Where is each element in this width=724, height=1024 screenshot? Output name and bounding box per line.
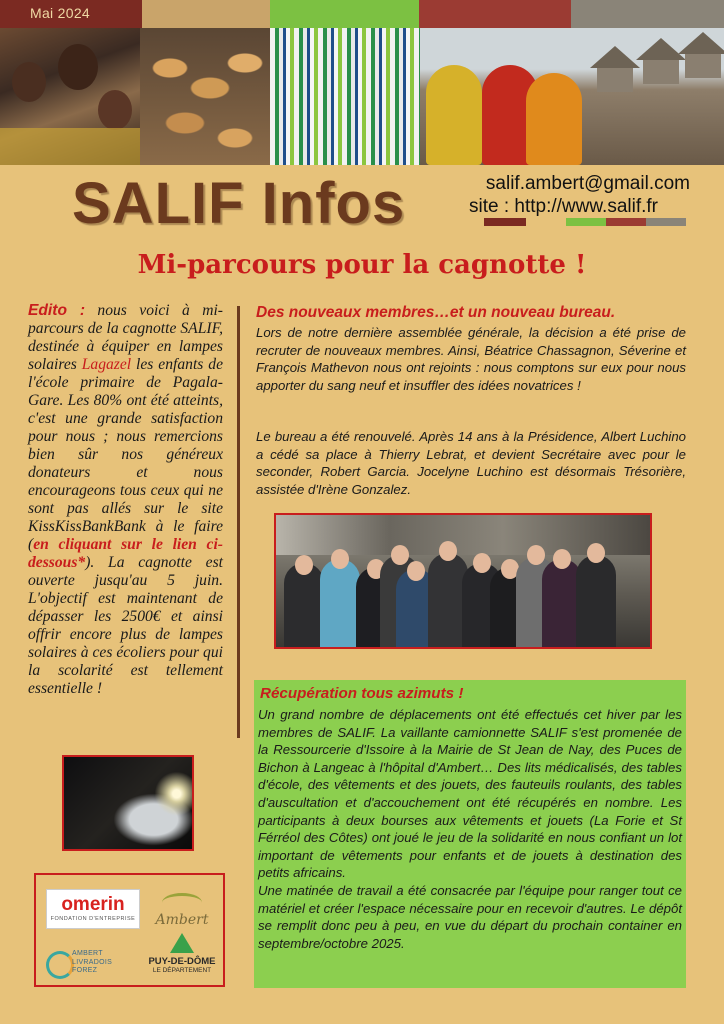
alf-line-1: AMBERT bbox=[72, 950, 103, 957]
alf-line-2: LIVRADOIS bbox=[72, 958, 113, 966]
contact-block bbox=[469, 172, 690, 218]
lagazel-brand: Lagazel bbox=[81, 356, 132, 373]
edito-text-1: nous voici à mi-parcours de la cagnotte SALIF, destinée à équiper en lampes solaires bbox=[28, 302, 223, 373]
newsletter-title: SALIF Infos bbox=[72, 171, 406, 236]
red-bar bbox=[419, 0, 571, 28]
sponsors-box bbox=[34, 873, 225, 987]
alf-line-3: FOREZ bbox=[72, 967, 98, 974]
group-photo bbox=[274, 513, 652, 649]
ambert-name: Ambert bbox=[155, 912, 209, 928]
edito-lead: Edito : bbox=[28, 302, 86, 319]
top-color-bars bbox=[0, 0, 724, 28]
column-divider bbox=[237, 306, 240, 738]
members-paragraph-2: Le bureau a été renouvelé. Après 14 ans à la Présidence, Albert Luchino a cédé sa place à Thierry Lebrat, et devient Secrétaire avec pour le seconder, Robert Garcia. Jocelyne Luchino est désormais Trésorière, assistée d'Irène Gonzalez. bbox=[256, 429, 686, 497]
pdd-mark-icon bbox=[170, 933, 194, 953]
alf-mark-icon bbox=[46, 951, 74, 979]
recuperation-paragraph-2: Une matinée de travail a été consacrée par l'équipe pour ranger tout ce matériel et créer l'espace nécessaire pour en recevoir d'autres. Le dépôt se remplit donc peu à peu, en vue du départ du prochain container en septembre/octobre 2025. bbox=[258, 882, 682, 951]
child-reading-lamp-photo bbox=[62, 755, 194, 851]
edito-paragraph bbox=[28, 302, 223, 698]
accent-mini-bars bbox=[484, 218, 686, 226]
ambert-logo bbox=[150, 893, 214, 933]
edito-text-2: les enfants de l'école primaire de Pagala-Gare. Les 80% ont été atteints, c'est une grande satisfaction pour nous ; nous remercions bien sûr nos généreux donateurs et nous encourageons tous ceux qui ne sont pas allés sur le site KissKissBankBank à le faire ( bbox=[28, 356, 223, 553]
recuperation-box bbox=[254, 680, 686, 988]
date-bar bbox=[0, 0, 142, 28]
bowls-photo bbox=[140, 28, 270, 165]
omerin-logo bbox=[46, 889, 140, 929]
photo-banner bbox=[0, 28, 724, 165]
contact-site[interactable]: site : http://www.salif.fr bbox=[469, 196, 658, 217]
recuperation-paragraph-1: Un grand nombre de déplacements ont été effectués cet hiver par les membres de SALIF. La vaillante camionnette SALIF s'est promenée de la Ressourcerie d'Issoire à la Mairie de St Jean de Nay, des Puces de Bichon à Langeac à l'hôpital d'Ambert… Des lits médicalisés, des tables d'école, des vêtements et des jouets, des fauteuils roulants, des tables d'auscultation et d'accouchement ont été récupérés en nombre. Les participants à deux bourses aux vêtements et jouets (La Forie et St Férréol des Côtes) ont joué le jeu de la solidarité en nous confiant un lot important de vêtements pour enfants et de jouets à destination des petits africains. bbox=[258, 707, 682, 881]
green-bar bbox=[270, 0, 419, 28]
cagnotte-link[interactable]: en cliquant sur le lien ci-dessous* bbox=[28, 536, 223, 571]
puy-de-dome-logo bbox=[142, 933, 222, 983]
omerin-name: omerin bbox=[61, 894, 125, 915]
contact-email[interactable]: salif.ambert@gmail.com bbox=[485, 173, 690, 194]
women-village-photo bbox=[420, 28, 724, 165]
members-section-title: Des nouveaux membres…et un nouveau bureau. bbox=[256, 304, 616, 321]
pdd-line-2: LE DÉPARTEMENT bbox=[152, 967, 212, 974]
gray-bar bbox=[571, 0, 724, 28]
edito-text-3: ). La cagnotte est ouverte jusqu'au 5 juin. L'objectif est maintenant de dépasser les 2500€ et ainsi offrir encore plus de lampes solaires à ces écoliers pour qui la scolarité est tellement essentielle ! bbox=[28, 554, 223, 697]
children-photo bbox=[0, 28, 140, 165]
recuperation-text bbox=[258, 706, 682, 952]
beads-photo bbox=[270, 28, 420, 165]
recuperation-title: Récupération tous azimuts ! bbox=[260, 685, 464, 702]
headline: Mi-parcours pour la cagnotte ! bbox=[137, 250, 587, 280]
ambert-livradois-forez-logo bbox=[44, 947, 134, 981]
omerin-sub: FONDATION D'ENTREPRISE bbox=[50, 916, 136, 922]
pdd-line-1: PUY-DE-DÔME bbox=[148, 956, 216, 967]
tan-bar bbox=[142, 0, 270, 28]
members-paragraph-1: Lors de notre dernière assemblée générale, la décision a été prise de recruter de nouveaux membres. Ainsi, Béatrice Chassagnon, Séverine et François Mathevon nous ont rejoints : nous comptons sur eux pour nous apporter du sang neuf et insuffler des idées novatrices ! bbox=[256, 325, 686, 393]
issue-date: Mai 2024 bbox=[30, 5, 90, 21]
